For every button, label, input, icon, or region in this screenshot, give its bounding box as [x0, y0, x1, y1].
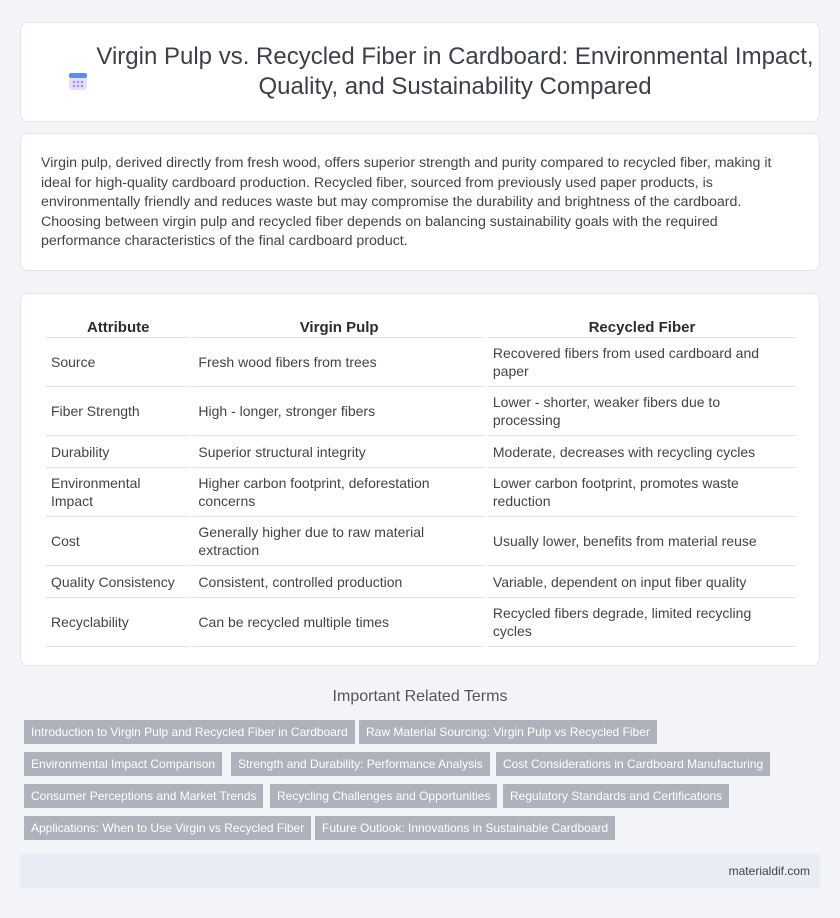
table-cell: High - longer, stronger fibers — [193, 387, 484, 436]
related-term-tag[interactable]: Strength and Durability: Performance Analysis — [231, 752, 490, 776]
table-cell: Lower carbon footprint, promotes waste reduction — [488, 468, 796, 517]
table-row — [46, 338, 796, 387]
table-row — [46, 468, 796, 517]
table-cell: Fresh wood fibers from trees — [193, 338, 484, 387]
table-cell: Source — [46, 338, 190, 387]
column-header-virgin-pulp: Virgin Pulp — [193, 314, 484, 338]
table-cell: Recovered fibers from used cardboard and paper — [488, 338, 796, 387]
table-cell: Consistent, controlled production — [193, 566, 484, 598]
table-cell: Can be recycled multiple times — [193, 598, 484, 647]
table-row — [46, 436, 796, 468]
related-term-tag[interactable]: Future Outlook: Innovations in Sustainable Cardboard — [315, 816, 615, 840]
table-cell: Quality Consistency — [46, 566, 190, 598]
related-term-tag[interactable]: Raw Material Sourcing: Virgin Pulp vs Recycled Fiber — [359, 720, 657, 744]
column-header-attribute: Attribute — [46, 314, 190, 338]
column-header-recycled-fiber: Recycled Fiber — [488, 314, 796, 338]
page-title: Virgin Pulp vs. Recycled Fiber in Cardboard: Environmental Impact, Quality, and Sustainability Compared — [96, 43, 814, 100]
related-term-tag[interactable]: Recycling Challenges and Opportunities — [270, 784, 497, 808]
related-term-tag[interactable]: Consumer Perceptions and Market Trends — [24, 784, 263, 808]
related-terms-heading: Important Related Terms — [332, 688, 508, 705]
comparison-table — [43, 314, 799, 647]
table-cell: Moderate, decreases with recycling cycles — [488, 436, 796, 468]
related-term-tag[interactable]: Regulatory Standards and Certifications — [503, 784, 729, 808]
related-term-tag[interactable]: Introduction to Virgin Pulp and Recycled Fiber in Cardboard — [24, 720, 355, 744]
table-cell: Higher carbon footprint, deforestation concerns — [193, 468, 484, 517]
table-row — [46, 517, 796, 566]
table-cell: Superior structural integrity — [193, 436, 484, 468]
footer-site-name: materialdif.com — [728, 864, 810, 878]
table-row — [46, 387, 796, 436]
table-cell: Generally higher due to raw material extraction — [193, 517, 484, 566]
related-term-tag[interactable]: Environmental Impact Comparison — [24, 752, 222, 776]
table-cell: Cost — [46, 517, 190, 566]
related-term-tag[interactable]: Cost Considerations in Cardboard Manufacturing — [496, 752, 770, 776]
intro-paragraph: Virgin pulp, derived directly from fresh wood, offers superior strength and purity compared to recycled fiber, making it ideal for high-quality cardboard production. Recycled fiber, sourced from previously used paper products, is environmentally friendly and reduces waste but may compromise the durability and brightness of the cardboard. Choosing between virgin pulp and recycled fiber depends on balancing sustainability goals with the required performance characteristics of the final cardboard product. — [41, 155, 772, 250]
table-cell: Fiber Strength — [46, 387, 190, 436]
table-cell: Variable, dependent on input fiber quality — [488, 566, 796, 598]
footer — [20, 854, 820, 888]
related-term-tag[interactable]: Applications: When to Use Virgin vs Recycled Fiber — [24, 816, 311, 840]
table-cell: Usually lower, benefits from material reuse — [488, 517, 796, 566]
table-cell: Durability — [46, 436, 190, 468]
table-cell: Environmental Impact — [46, 468, 190, 517]
table-row — [46, 598, 796, 647]
table-cell: Recycled fibers degrade, limited recycling cycles — [488, 598, 796, 647]
table-cell: Lower - shorter, weaker fibers due to processing — [488, 387, 796, 436]
table-cell: Recyclability — [46, 598, 190, 647]
comparison-table-card — [20, 293, 820, 666]
table-row — [46, 566, 796, 598]
intro-card — [20, 133, 820, 271]
